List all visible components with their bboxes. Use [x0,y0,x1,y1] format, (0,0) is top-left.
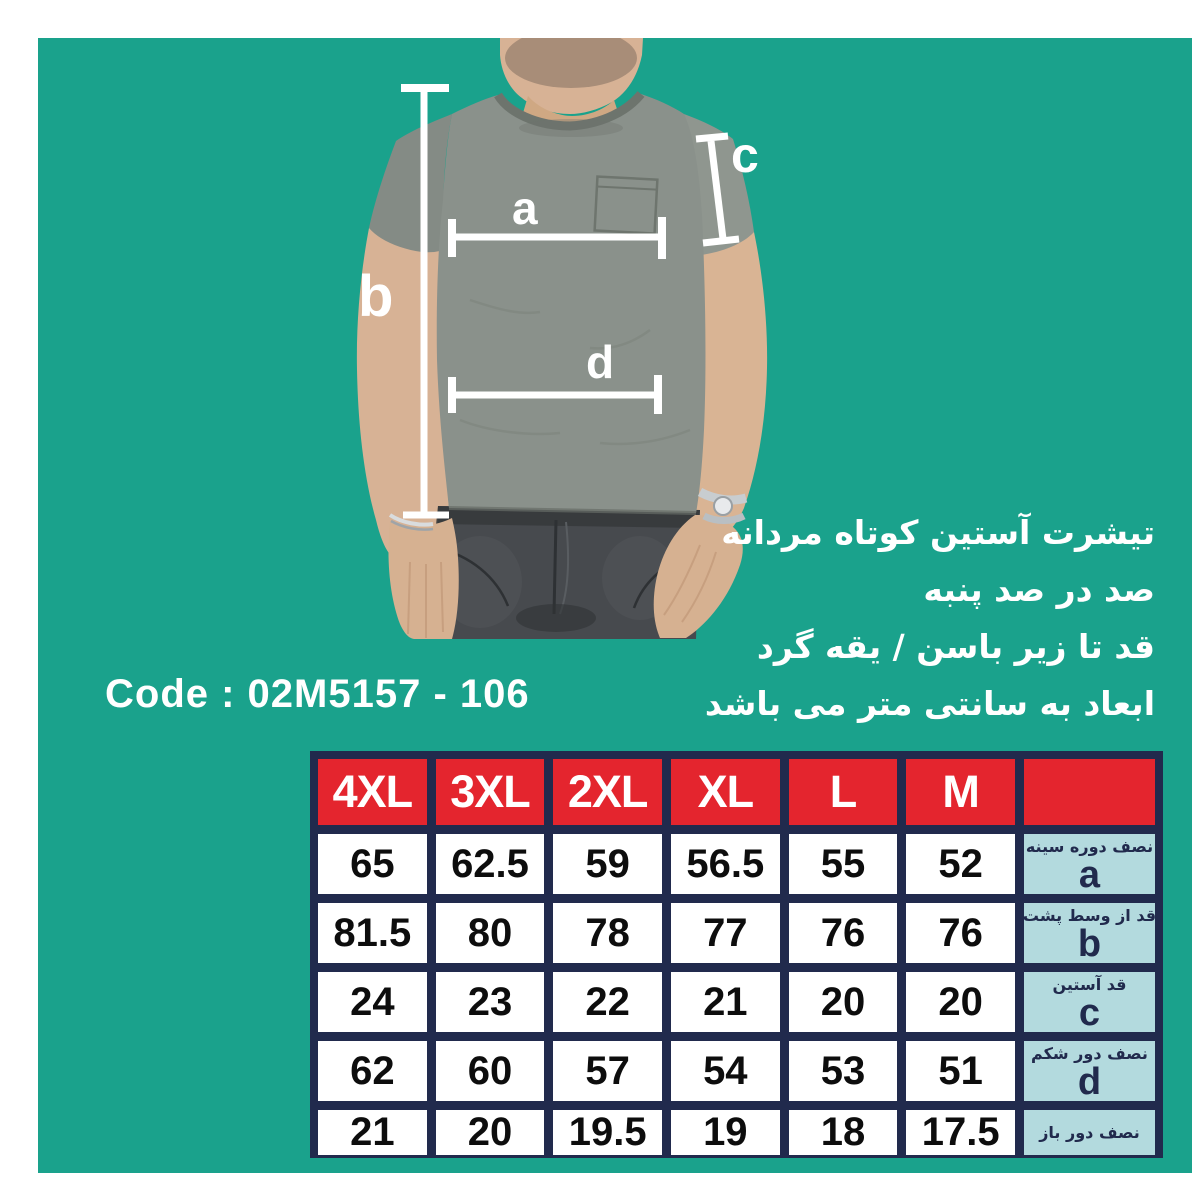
size-header-blank [1024,759,1155,825]
size-value-cell: 76 [789,903,898,963]
measure-label-a: a [512,182,538,234]
size-value-cell: 78 [553,903,662,963]
size-value-cell: 22 [553,972,662,1032]
size-row-label [1024,972,1155,1032]
size-value-cell: 62 [318,1041,427,1101]
size-value-cell: 21 [318,1110,427,1155]
size-row-label [1024,834,1155,894]
size-value-cell: 76 [906,903,1015,963]
size-header-4xl: 4XL [318,759,427,825]
size-value-cell: 17.5 [906,1110,1015,1155]
description-line-4: ابعاد به سانتی متر می باشد [704,684,1155,723]
size-header-l: L [789,759,898,825]
size-value-cell: 18 [789,1110,898,1155]
product-description [705,504,1155,732]
size-row-label [1024,1110,1155,1155]
size-value-cell: 20 [789,972,898,1032]
row-label-farsi: قد از وسط پشت [1022,906,1157,925]
product-code: Code : 02M5157 - 106 [105,672,530,716]
size-header-xl: XL [671,759,780,825]
measure-label-d: d [586,336,615,388]
size-value-cell: 55 [789,834,898,894]
row-label-farsi: نصف دوره سینه [1025,837,1154,856]
size-value-cell: 24 [318,972,427,1032]
size-value-cell: 77 [671,903,780,963]
size-value-cell: 54 [671,1041,780,1101]
size-header-2xl: 2XL [553,759,662,825]
size-value-cell: 20 [436,1110,545,1155]
size-value-cell: 56.5 [671,834,780,894]
size-header-m: M [906,759,1015,825]
measure-label-c: c [731,127,759,183]
size-value-cell: 59 [553,834,662,894]
size-row-label [1024,1041,1155,1101]
size-value-cell: 53 [789,1041,898,1101]
row-label-letter: c [1078,992,1101,1034]
size-table [310,751,1163,1158]
size-value-cell: 51 [906,1041,1015,1101]
size-value-cell: 19 [671,1110,780,1155]
description-line-1: تیشرت آستین کوتاه مردانه [721,513,1155,552]
size-value-cell: 19.5 [553,1110,662,1155]
size-value-cell: 21 [671,972,780,1032]
size-row-label [1024,903,1155,963]
row-label-farsi: قد آستین [1052,975,1127,994]
size-value-cell: 81.5 [318,903,427,963]
row-label-letter: d [1077,1061,1102,1103]
size-value-cell: 60 [436,1041,545,1101]
measure-label-b: b [358,264,394,329]
row-label-farsi: نصف دور شکم [1031,1044,1148,1063]
size-value-cell: 57 [553,1041,662,1101]
size-value-cell: 65 [318,834,427,894]
size-value-cell: 52 [906,834,1015,894]
row-label-letter: b [1077,923,1102,965]
description-line-3: قد تا زیر باسن / یقه گرد [756,627,1155,666]
size-value-cell: 23 [436,972,545,1032]
size-value-cell: 62.5 [436,834,545,894]
row-label-letter: a [1078,854,1101,896]
size-value-cell: 80 [436,903,545,963]
description-line-2: صد در صد پنبه [923,570,1155,609]
size-value-cell: 20 [906,972,1015,1032]
row-label-farsi: نصف دور باز [1039,1122,1140,1142]
size-header-3xl: 3XL [436,759,545,825]
